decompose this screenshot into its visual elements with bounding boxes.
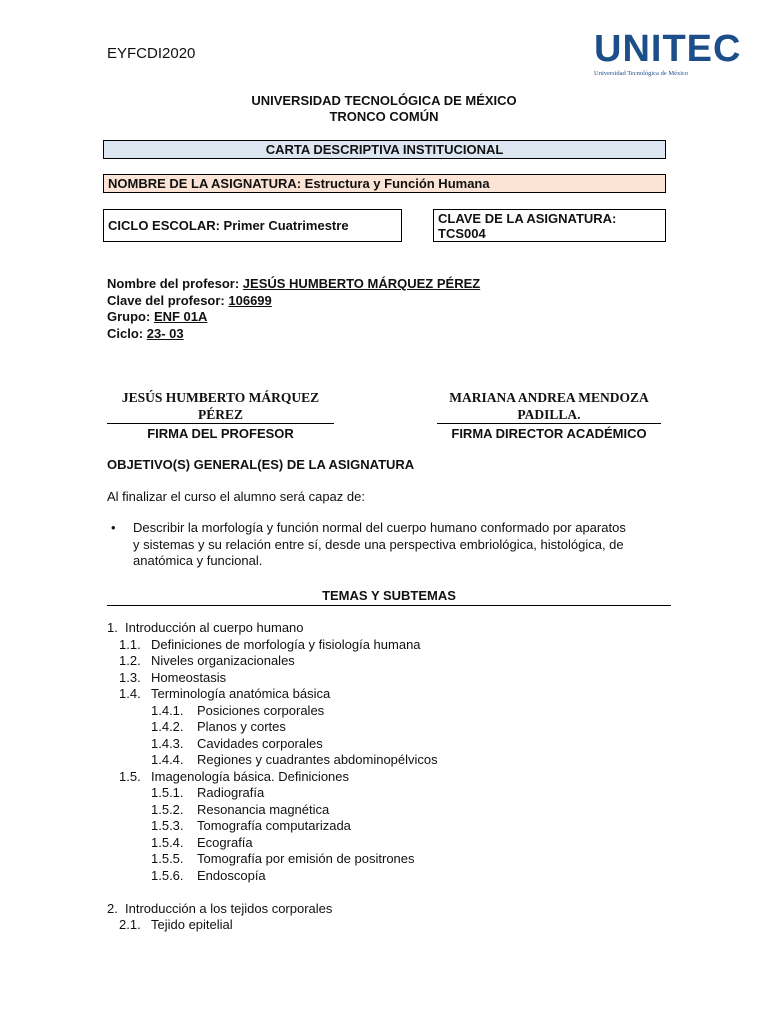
topic-number: 1.2. — [119, 653, 141, 668]
group-row — [107, 309, 480, 326]
professor-name-value: JESÚS HUMBERTO MÁRQUEZ PÉREZ — [242, 276, 481, 291]
group-value: ENF 01A — [153, 309, 208, 324]
objective-bullet — [133, 520, 693, 570]
topic-number: 1.5. — [119, 768, 141, 784]
professor-signature-line2: PÉREZ — [197, 407, 243, 422]
topic-number: 1.4.3. — [151, 735, 184, 751]
professor-signature-line1: JESÚS HUMBERTO MÁRQUEZ — [121, 390, 320, 405]
topic-text: Imagenología básica. Definiciones — [151, 768, 350, 784]
topic-item — [107, 752, 438, 769]
topic-text: Homeostasis — [151, 669, 227, 685]
topic-item — [107, 818, 438, 835]
topic-number: 1.5.2. — [151, 801, 184, 817]
topic-number: 1.1. — [119, 636, 141, 652]
logo-word: UNITEC — [594, 28, 742, 70]
university-name: UNIVERSIDAD TECNOLÓGICA DE MÉXICO — [251, 93, 517, 108]
topic-text: Tomografía por emisión de positrones — [197, 851, 415, 866]
topic-item — [107, 884, 438, 901]
objective-intro: Al finalizar el curso el alumno será capaz de: — [107, 489, 365, 504]
topics-heading: TEMAS Y SUBTEMAS — [107, 588, 671, 606]
topic-number: 2. — [107, 900, 118, 916]
program-name: TRONCO COMÚN — [329, 109, 439, 124]
professor-info — [107, 276, 480, 342]
topic-item — [107, 686, 438, 703]
school-cycle-box: CICLO ESCOLAR: Primer Cuatrimestre — [103, 209, 402, 242]
director-signature-label: FIRMA DIRECTOR ACADÉMICO — [437, 423, 661, 441]
subject-key-value: TCS004 — [438, 226, 486, 241]
topic-text: Resonancia magnética — [197, 801, 330, 817]
topic-number: 1.5.5. — [151, 851, 184, 866]
objective-bullet-line1: Describir la morfología y función normal del cuerpo humano conformado por aparatos — [133, 520, 626, 535]
professor-key-value: 106699 — [228, 292, 272, 308]
topic-item — [107, 637, 438, 654]
unitec-logo — [594, 28, 742, 82]
topic-text: Cavidades corporales — [197, 735, 323, 751]
topic-item — [107, 868, 438, 885]
topic-number: 1.5.6. — [151, 867, 184, 883]
topic-number: 1.4.1. — [151, 702, 184, 718]
topic-text: Radiografía — [197, 785, 265, 800]
topic-item — [107, 769, 438, 786]
objective-bullet-line3: anatómica y funcional. — [133, 553, 263, 568]
topic-number: 1.4.4. — [151, 752, 184, 767]
topic-text: Tomografía computarizada — [197, 818, 351, 833]
topic-item — [107, 785, 438, 802]
logo-subtitle: Universidad Tecnológica de México — [594, 70, 689, 77]
subject-key-box — [433, 209, 666, 242]
topic-number: 1.3. — [119, 669, 141, 685]
topic-text: Tejido epitelial — [151, 917, 233, 932]
topic-number: 1. — [107, 620, 118, 635]
objective-bullet-line2: y sistemas y su relación entre sí, desde una perspectiva embriológica, histológica, de — [133, 536, 624, 552]
document-code: EYFCDI2020 — [107, 45, 196, 62]
topic-text: Regiones y cuadrantes abdominopélvicos — [197, 752, 438, 767]
professor-signature-label: FIRMA DEL PROFESOR — [107, 423, 334, 441]
subject-key-label: CLAVE DE LA ASIGNATURA: — [438, 211, 617, 226]
topic-text: Introducción al cuerpo humano — [125, 620, 304, 635]
topic-text: Definiciones de morfología y fisiología humana — [151, 636, 421, 652]
professor-name-row — [107, 276, 480, 293]
topic-item — [107, 917, 438, 934]
topic-text: Niveles organizacionales — [151, 653, 295, 668]
topic-item — [107, 703, 438, 720]
topic-item — [107, 835, 438, 852]
topic-number: 1.5.4. — [151, 834, 184, 850]
document-title-box: CARTA DESCRIPTIVA INSTITUCIONAL — [103, 140, 666, 159]
topic-item — [107, 851, 438, 868]
cycle-row — [107, 326, 480, 343]
topic-text: Endoscopía — [197, 867, 266, 883]
director-signature-line1: MARIANA ANDREA MENDOZA — [449, 390, 649, 405]
topic-number: 1.4. — [119, 686, 141, 701]
cycle-label: Ciclo: — [107, 325, 147, 341]
topic-item — [107, 802, 438, 819]
professor-key-row — [107, 293, 480, 310]
topic-item — [107, 620, 438, 637]
subject-name-box: NOMBRE DE LA ASIGNATURA: Estructura y Función Humana — [103, 174, 666, 193]
topic-number: 1.5.1. — [151, 785, 184, 800]
topic-text: Posiciones corporales — [197, 702, 325, 718]
topics-list — [107, 620, 438, 934]
topic-item — [107, 653, 438, 670]
topic-item — [107, 719, 438, 736]
cycle-value: 23- 03 — [146, 325, 184, 341]
topic-text: Terminología anatómica básica — [151, 686, 331, 701]
topic-number: 2.1. — [119, 917, 141, 932]
topic-text: Ecografía — [197, 834, 253, 850]
topic-item — [107, 736, 438, 753]
professor-signature-name — [107, 389, 334, 423]
professor-name-label: Nombre del profesor: — [107, 276, 243, 291]
professor-key-label: Clave del profesor: — [107, 292, 229, 308]
director-signature-line2: PADILLA. — [517, 407, 581, 422]
director-signature-name — [437, 389, 661, 423]
group-label: Grupo: — [107, 309, 154, 324]
topic-item — [107, 901, 438, 918]
bullet-icon: • — [111, 520, 116, 535]
objective-heading: OBJETIVO(S) GENERAL(ES) DE LA ASIGNATURA — [107, 457, 415, 472]
topic-item — [107, 670, 438, 687]
topic-number: 1.5.3. — [151, 818, 184, 833]
topic-text: Planos y cortes — [197, 719, 286, 734]
topic-number: 1.4.2. — [151, 719, 184, 734]
topic-text: Introducción a los tejidos corporales — [125, 900, 333, 916]
